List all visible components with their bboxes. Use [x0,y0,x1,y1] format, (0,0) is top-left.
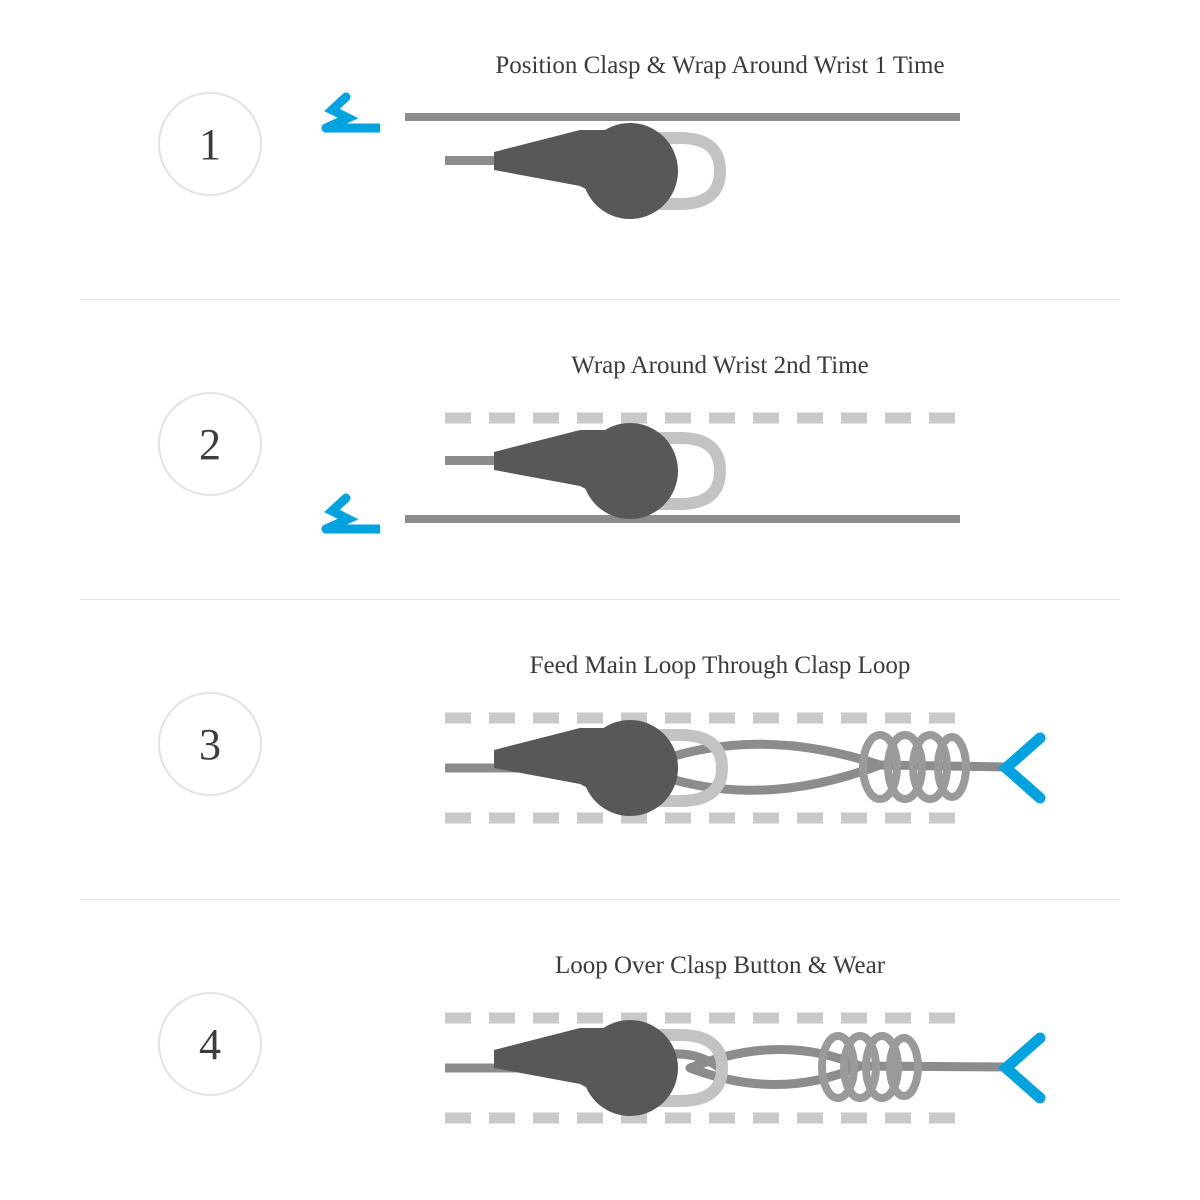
step-3-caption: Feed Main Loop Through Clasp Loop [529,652,911,679]
wrist-band-line [405,515,960,523]
arrow-chevron-left-icon [1006,1038,1040,1098]
wrist-band-line [405,113,960,121]
clasp-body [494,423,678,519]
clasp-body [494,1020,678,1116]
arrow-left-zigzag-icon [326,97,380,128]
clasp-body [494,123,678,219]
step-4-illustration [280,900,1160,1200]
arrow-chevron-left-icon [1006,738,1040,798]
step-3-illustration [280,600,1160,900]
step-2-number-badge [158,392,262,496]
clasp-body [494,720,678,816]
step-1 [0,0,1200,300]
arrow-left-zigzag-icon [326,498,380,529]
step-1-number-badge [158,92,262,196]
step-4-caption: Loop Over Clasp Button & Wear [554,952,886,979]
step-3-number: 3 [199,719,221,769]
step-4 [0,900,1200,1200]
step-4-number: 4 [199,1019,221,1069]
step-4-number-badge [158,992,262,1096]
step-2-number: 2 [199,419,221,469]
step-1-number: 1 [199,119,221,169]
step-3-number-badge [158,692,262,796]
step-1-illustration [280,0,1160,300]
step-2-caption: Wrap Around Wrist 2nd Time [571,352,869,379]
step-2-illustration [280,300,1160,600]
step-2 [0,300,1200,600]
step-3 [0,600,1200,900]
step-1-caption: Position Clasp & Wrap Around Wrist 1 Time [495,52,945,79]
